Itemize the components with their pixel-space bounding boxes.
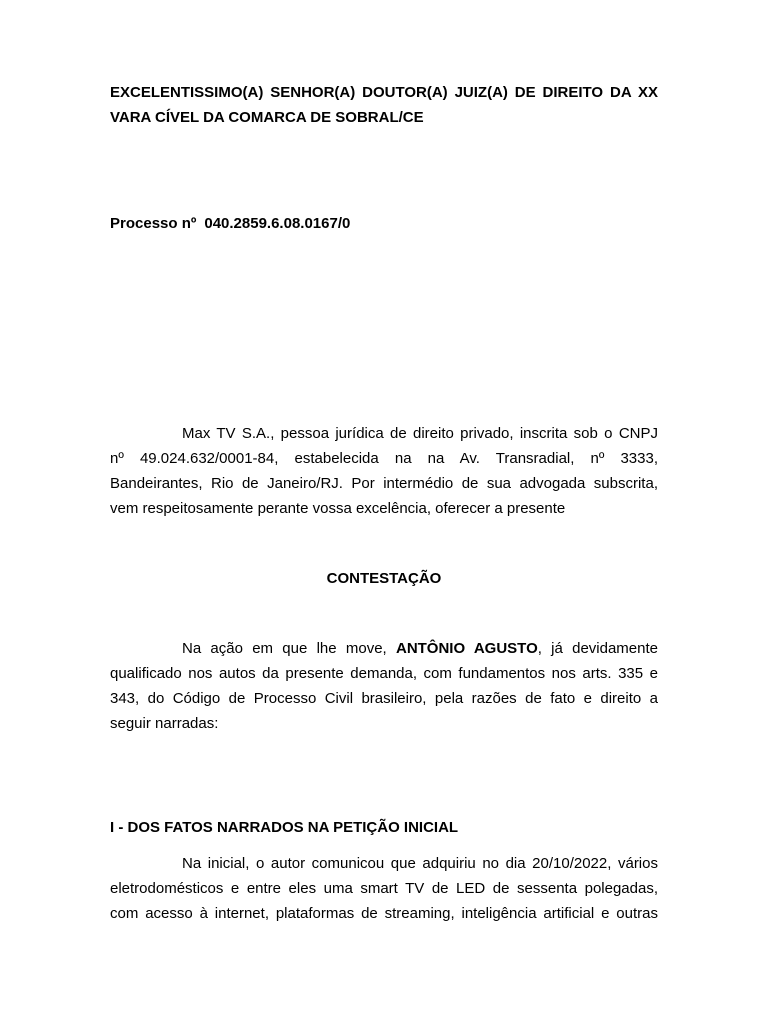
action-line-4: seguir narradas: [110,715,219,732]
process-label: Processo nº [110,215,197,232]
action-line-1 [110,636,658,661]
intro-line-1: Max TV S.A., pessoa jurídica de direito privado, inscrita sob o CNPJ [182,425,658,442]
intro-line-3: Bandeirantes, Rio de Janeiro/RJ. Por intermédio de sua advogada subscrita, [110,475,658,492]
document-title: CONTESTAÇÃO [326,570,442,587]
court-address-line-2: VARA CÍVEL DA COMARCA DE SOBRAL/CE [110,109,424,126]
court-address-line-1: EXCELENTISSIMO(A) SENHOR(A) DOUTOR(A) JUIZ(A) DE DIREITO DA XX [110,84,658,101]
court-address-heading [110,80,658,130]
section-1-line-2: eletrodomésticos e entre eles uma smart TV de LED de sessenta polegadas, [110,880,658,897]
section-1-title: I - DOS FATOS NARRADOS NA PETIÇÃO INICIAL [110,819,459,836]
process-number-line [110,214,658,234]
plaintiff-name: ANTÔNIO AGUSTO [395,640,538,657]
section-1-line-1: Na inicial, o autor comunicou que adquiriu no dia 20/10/2022, vários [182,855,658,872]
section-1-paragraph [110,851,658,926]
action-line-3: 343, do Código de Processo Civil brasileiro, pela razões de fato e direito a [110,690,658,707]
action-line-1-post: , já devidamente [537,640,658,657]
intro-line-4: vem respeitosamente perante vossa excelência, oferecer a presente [110,500,566,517]
action-line-1-pre: Na ação em que lhe move, [182,640,396,657]
action-paragraph [110,636,658,736]
intro-line-2: nº 49.024.632/0001-84, estabelecida na na Av. Transradial, nº 3333, [110,450,658,467]
process-number: 040.2859.6.08.0167/0 [204,215,351,232]
intro-paragraph [110,421,658,521]
action-line-2: qualificado nos autos da presente demanda, com fundamentos nos arts. 335 e [110,665,658,682]
section-1-line-3: com acesso à internet, plataformas de streaming, inteligência artificial e outras [110,905,658,922]
